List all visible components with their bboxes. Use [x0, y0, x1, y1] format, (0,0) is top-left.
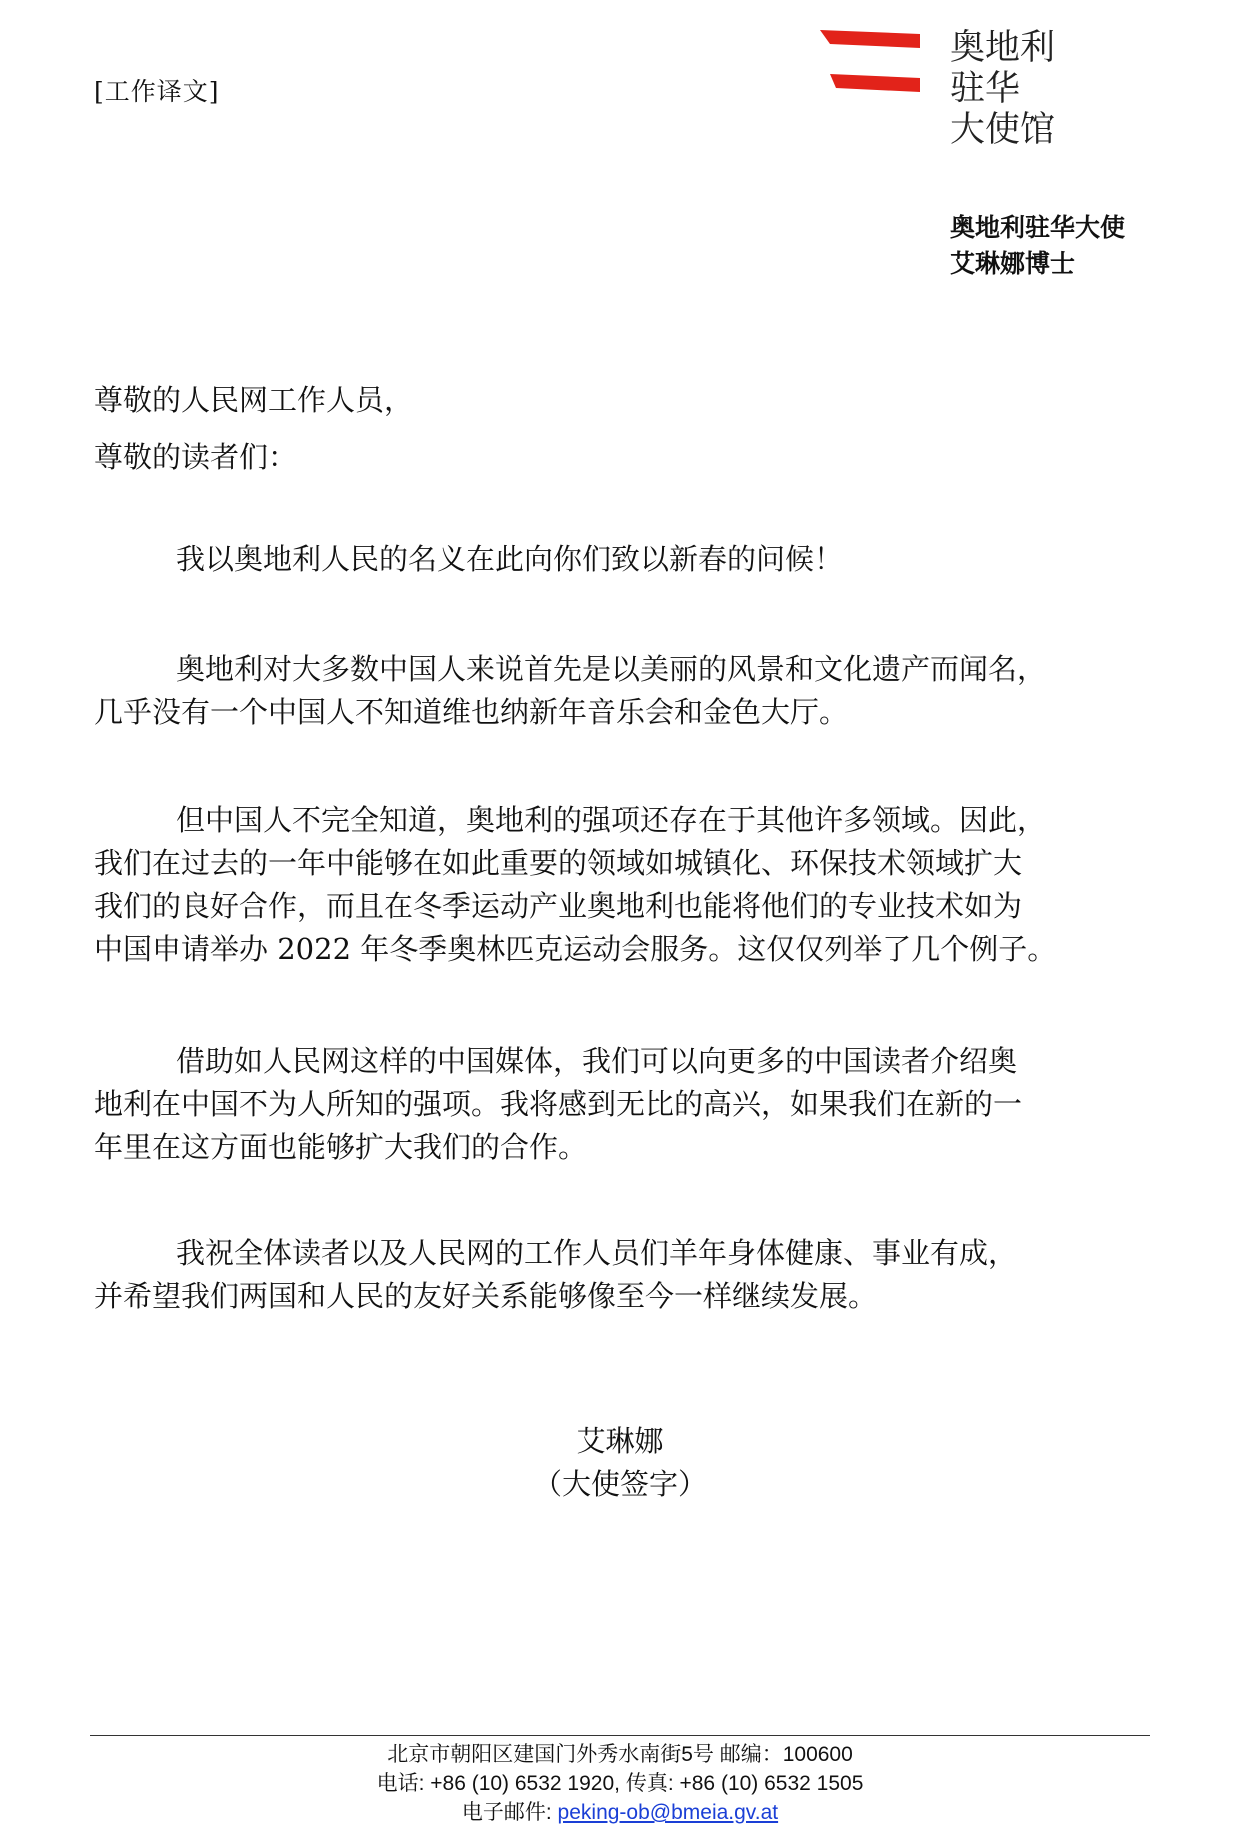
- embassy-name-line: 大使馆: [950, 110, 1056, 150]
- salutation: [94, 372, 413, 486]
- paragraph-line: 我们的良好合作，而且在冬季运动产业奥地利也能将他们的专业技术如为: [94, 889, 1023, 923]
- paragraph-strengths: [94, 799, 1174, 971]
- footer: [90, 1740, 1150, 1827]
- footer-email-label: 电子邮件:: [461, 1801, 558, 1824]
- embassy-name: [950, 28, 1055, 151]
- footer-phone-fax: 电话: +86 (10) 6532 1920, 传真: +86 (10) 6532 1505: [376, 1772, 864, 1795]
- paragraph-line: 年里在这方面也能够扩大我们的合作。: [94, 1130, 588, 1164]
- signature-name: 艾琳娜: [576, 1424, 664, 1458]
- signature-block: [500, 1420, 740, 1506]
- paragraph-greeting: [94, 538, 1174, 581]
- work-translation-label: [工作译文]: [94, 77, 220, 106]
- paragraph-line: 中国申请举办 2022 年冬季奥林匹克运动会服务。这仅仅列举了几个例子。: [94, 932, 1057, 966]
- footer-divider: [90, 1735, 1150, 1736]
- salutation-line: 尊敬的读者们：: [94, 440, 298, 474]
- footer-email-line: [90, 1798, 1150, 1827]
- footer-address: 北京市朝阳区建国门外秀水南街5号 邮编：100600: [387, 1743, 853, 1766]
- paragraph-line: 我们在过去的一年中能够在如此重要的领域如城镇化、环保技术领域扩大: [94, 846, 1023, 880]
- paragraph-fame: [94, 648, 1174, 734]
- embassy-name-line: 奥地利: [950, 28, 1056, 68]
- ambassador-block: [950, 210, 1125, 282]
- paragraph-wishes: [94, 1232, 1174, 1318]
- paragraph-line: 我以奥地利人民的名义在此向你们致以新春的问候！: [176, 542, 844, 576]
- paragraph-line: 地利在中国不为人所知的强项。我将感到无比的高兴，如果我们在新的一: [94, 1087, 1023, 1121]
- email-link[interactable]: peking-ob@bmeia.gv.at: [557, 1801, 779, 1824]
- paragraph-line: 我祝全体读者以及人民网的工作人员们羊年身体健康、事业有成，: [176, 1236, 1018, 1270]
- paragraph-line: 奥地利对大多数中国人来说首先是以美丽的风景和文化遗产而闻名，: [176, 652, 1047, 686]
- paragraph-media: [94, 1040, 1174, 1169]
- signature-note: （大使签字）: [532, 1467, 707, 1501]
- austrian-flag-logo-icon: [820, 30, 920, 92]
- paragraph-line: 并希望我们两国和人民的友好关系能够像至今一样继续发展。: [94, 1279, 878, 1313]
- embassy-name-line: 驻华: [950, 69, 1021, 109]
- paragraph-line: 借助如人民网这样的中国媒体，我们可以向更多的中国读者介绍奥: [176, 1044, 1018, 1078]
- ambassador-name: 艾琳娜博士: [950, 249, 1076, 278]
- paragraph-line: 几乎没有一个中国人不知道维也纳新年音乐会和金色大厅。: [94, 695, 849, 729]
- ambassador-title: 奥地利驻华大使: [950, 213, 1126, 242]
- salutation-line: 尊敬的人民网工作人员，: [94, 383, 414, 417]
- paragraph-line: 但中国人不完全知道，奥地利的强项还存在于其他许多领域。因此，: [176, 803, 1047, 837]
